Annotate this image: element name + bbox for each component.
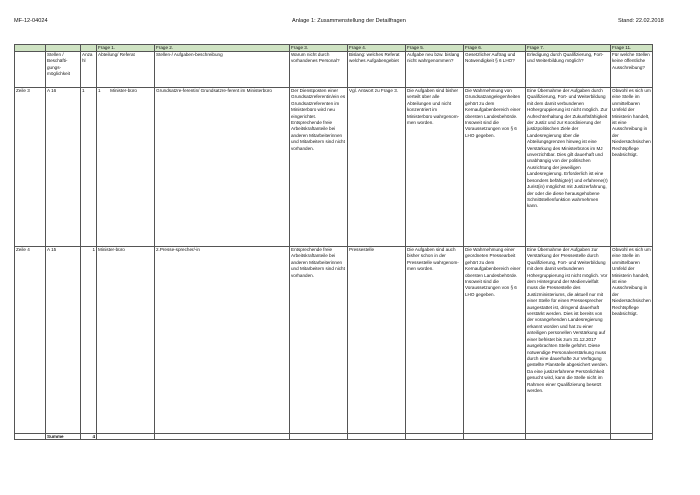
sum-row [15,434,653,440]
anzahl-cell: 1 [81,88,97,247]
question-3-header: Frage 3. [290,45,348,52]
stelle-cell: A 15 [46,247,81,434]
column-header-row [15,52,653,88]
table-row [15,88,653,247]
q7-header: Erledigung durch Qualifizierung, Fort- und Weiterbildung möglich? [526,52,611,88]
stelle-cell: A 16 [46,88,81,247]
question-7-header: Frage 7. [526,45,611,52]
abteilung-cell: Minister-büro [97,247,155,434]
header-blank [81,45,97,52]
beschreibung-cell: Grundsatzre-ferentin/ Grundsatzre-ferent im Ministerbüro [155,88,290,247]
anzahl-header: Anzahl [81,52,97,88]
anzahl-cell: 1 [81,247,97,434]
q7-cell: Eine Übernahme der Aufgaben durch Qualifizierung, Fort- und Weiterbildung mit dem damit verbundenen Höhergruppierung ist nicht möglich. Zur Aufrechterhaltung der Zukunftsfähigkeit der Justiz und zur Koordinierung der justizpolitischen Ziele der Landesregierung über die Abteilungsgrenzen hinweg ist eine Verstärkung des Ministerbüros im MJ unverzichtbar. Dies gilt dauerhaft und unabhängig von der politischen Ausrichtung der jeweiligen Landesregierung. Erforderlich ist eine besonders befähigte(r) und erfahrene(r) Jurist(in) möglichst mit Justizerfahrung, der oder die diese herausgehobene Schnittstellenfunktion wahrnehmen kann. [526,88,611,247]
sum-value: 4 [81,434,97,440]
header-blank [15,52,46,88]
question-5-header: Frage 5. [406,45,464,52]
question-2-header: Frage 2. [155,45,290,52]
q6-cell: Die Wahrnehmung einer geordneten Pressearbeit gehört zu dem Kernaufgabenbereich einer obersten Landesbehörde. Insoweit sind die Voraussetzungen von § 6 LHO gegeben. [464,247,526,434]
row-label: Zeile 4 [15,247,46,434]
sum-label: Summe [46,434,81,440]
beschreibung-header: Stellen-/ Aufgaben-beschreibung [155,52,290,88]
header-blank [15,45,46,52]
row-label: Zeile 3 [15,88,46,247]
q5-header: Aufgabe neu bzw. bislang nicht wahrgenommen? [406,52,464,88]
header-blank [46,45,81,52]
q6-header: Gesetzlicher Auftrag und Notwendigkeit § 6 LHO? [464,52,526,88]
q6-cell: Die Wahrnehmung von Grundsatzangelegenheiten gehört zu dem Kernaufgabenbereich einer obersten Landesbehörde. Insoweit sind die Voraussetzungen von § 6 LHO gegeben. [464,88,526,247]
document-title: Anlage 1: Zusammenstellung der Detailfragen [292,18,406,24]
q5-cell: Die Aufgaben sind auch bisher schon in der Pressestelle wahrgenom-men worden. [406,247,464,434]
stellen-header: Stellen / Beschäfti-gungs-möglichkeit [46,52,81,88]
question-header-row [15,45,653,52]
header-blank [15,434,46,440]
q11-cell: Obwohl es sich um eine Stelle im unmittelbaren Umfeld der Ministerin handelt, ist eine Ausschreibung in der Niedersächsischen Rechtspflege beabsichtigt. [611,247,653,434]
document-date: Stand: 22.02.2018 [618,18,664,24]
q11-cell: Obwohl es sich um eine Stelle im unmittelbaren Umfeld der Ministerin handelt, ist eine Ausschreibung in der Niedersächsischen Rechtspflege beabsichtigt. [611,88,653,247]
q3-cell: Entsprechende freie Arbeitskraftanteile bei anderen Mitarbeiterinnen und Mitarbeitern sind nicht vorhanden. [290,247,348,434]
question-11-header: Frage 11. [611,45,653,52]
beschreibung-cell: 2.Presse-sprecher/-in [155,247,290,434]
abteilung-text: Minister-büro [110,88,137,93]
question-1-header: Frage 1. [97,45,155,52]
q5-cell: Die Aufgaben sind bisher verteilt über alle Abteilungen und nicht konzentriert im Ministerbüro wahrgenom-men worden. [406,88,464,247]
q11-header: Für welche Stellen keine öffentliche Ausschreibung? [611,52,653,88]
q7-cell: Eine Übernahme der Aufgaben zur Verstärkung der Pressestelle durch Qualifizierung, Fort- und Weiterbildung mit dem damit verbundenen Höhergruppierung ist nicht möglich. Vor dem Hintergrund der Medienvielfalt muss die Pressestelle des Justizministeriums, die aktuell nur mit einer Stelle für einen Pressesprecher ausgestattet ist, dringend dauerhaft verstärkt werden. Dies ist bereits von der vorangehenden Landesregierung erkannt worden und hat zu einer anteiligen personellen Verstärkung auf einer befristet bis zum 31.12.2017 ausgebrachten Stelle geführt. Diese notwendige Personalverstärkung muss durch eine dauerhafte zur Verfügung gestellte Planstelle abgesichert werden. Da eine justizerfahrene Persönlichkeit gesucht wird, kann die Stelle nicht im Rahmen einer Qualifizierung besetzt werden. [526,247,611,434]
abteilung-header: Abteilung/ Referat [97,52,155,88]
table-row [15,247,653,434]
abteilung-cell [97,88,155,247]
question-4-header: Frage 4. [348,45,406,52]
q3-header: Warum nicht durch vorhandenes Personal? [290,52,348,88]
q4-header: Bislang: welches Referat welches Aufgabengebiet [348,52,406,88]
detail-questions-table [14,44,653,440]
document-id: MF-12-04024 [14,18,48,24]
q4-cell: Pressestelle [348,247,406,434]
q4-cell: Vgl. Antwort zu Frage 3. [348,88,406,247]
abteilung-number: 1 [98,88,101,93]
question-6-header: Frage 6. [464,45,526,52]
q3-cell: Der Dienstposten einer Grundsatzreferentin/ein es Grundsatzreferenten im Ministerbüro wird neu eingerichtet. Entsprechende freie Arbeitskraftanteile bei anderen Mitarbeiterinnen und Mitarbeitern sind nicht vorhanden. [290,88,348,247]
